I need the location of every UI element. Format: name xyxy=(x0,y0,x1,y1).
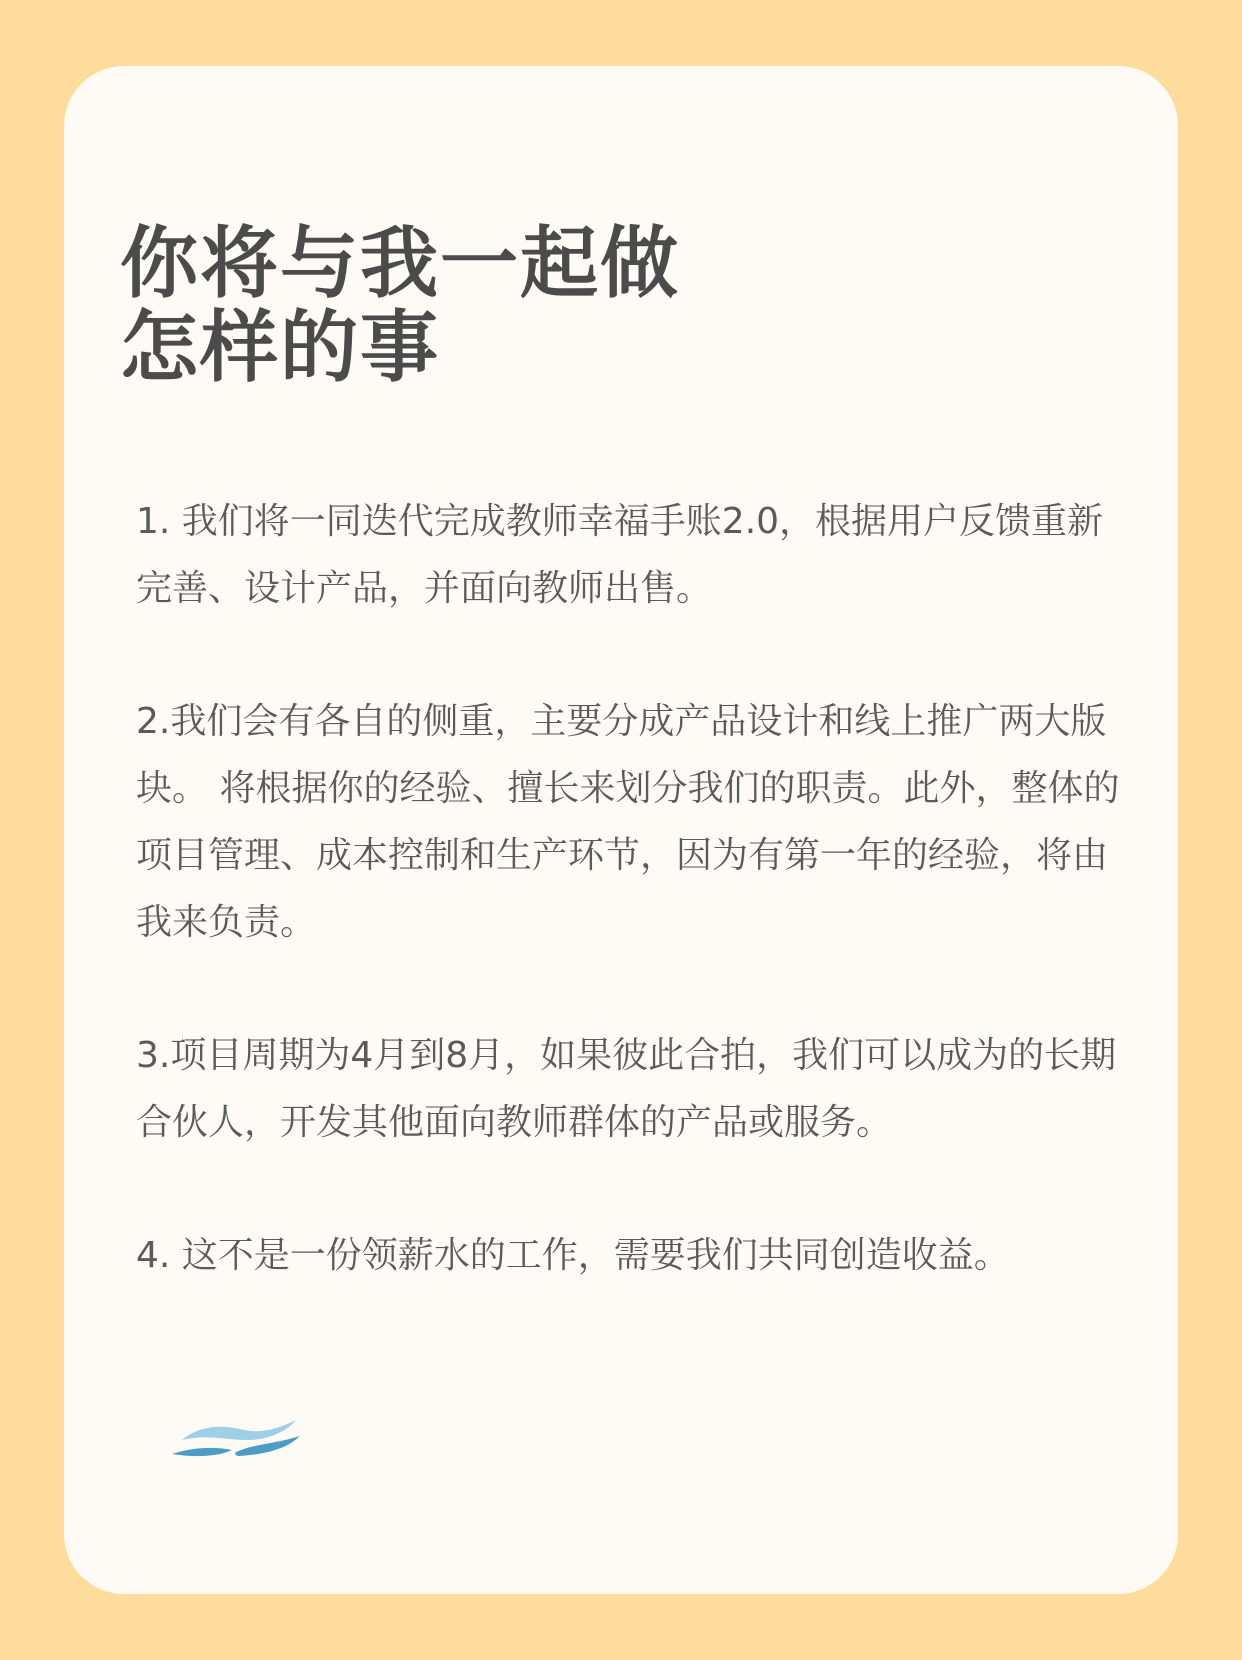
wave-dark-stroke-left xyxy=(172,1448,232,1456)
wave-light-stroke xyxy=(182,1420,296,1440)
body-content xyxy=(136,488,1126,1289)
title-line-1: 你将与我一起做 xyxy=(120,219,681,309)
title-line-2: 怎样的事 xyxy=(120,303,441,393)
paragraph-3: 3.项目周期为4月到8月，如果彼此合拍，我们可以成为的长期合伙人，开发其他面向教师群体的产品或服务。 xyxy=(136,1035,1117,1143)
wave-icon xyxy=(170,1418,302,1464)
paragraph-4: 4. 这不是一份领薪水的工作，需要我们共同创造收益。 xyxy=(136,1235,1010,1276)
paragraph-1: 1. 我们将一同迭代完成教师幸福手账2.0，根据用户反馈重新完善、设计产品，并面向教师出售。 xyxy=(136,501,1104,609)
paragraph-2: 2.我们会有各自的侧重，主要分成产品设计和线上推广两大版块。 将根据你的经验、擅长来划分我们的职责。此外，整体的项目管理、成本控制和生产环节，因为有第一年的经验，将由我来负责。 xyxy=(136,701,1120,943)
page-title xyxy=(120,219,681,393)
